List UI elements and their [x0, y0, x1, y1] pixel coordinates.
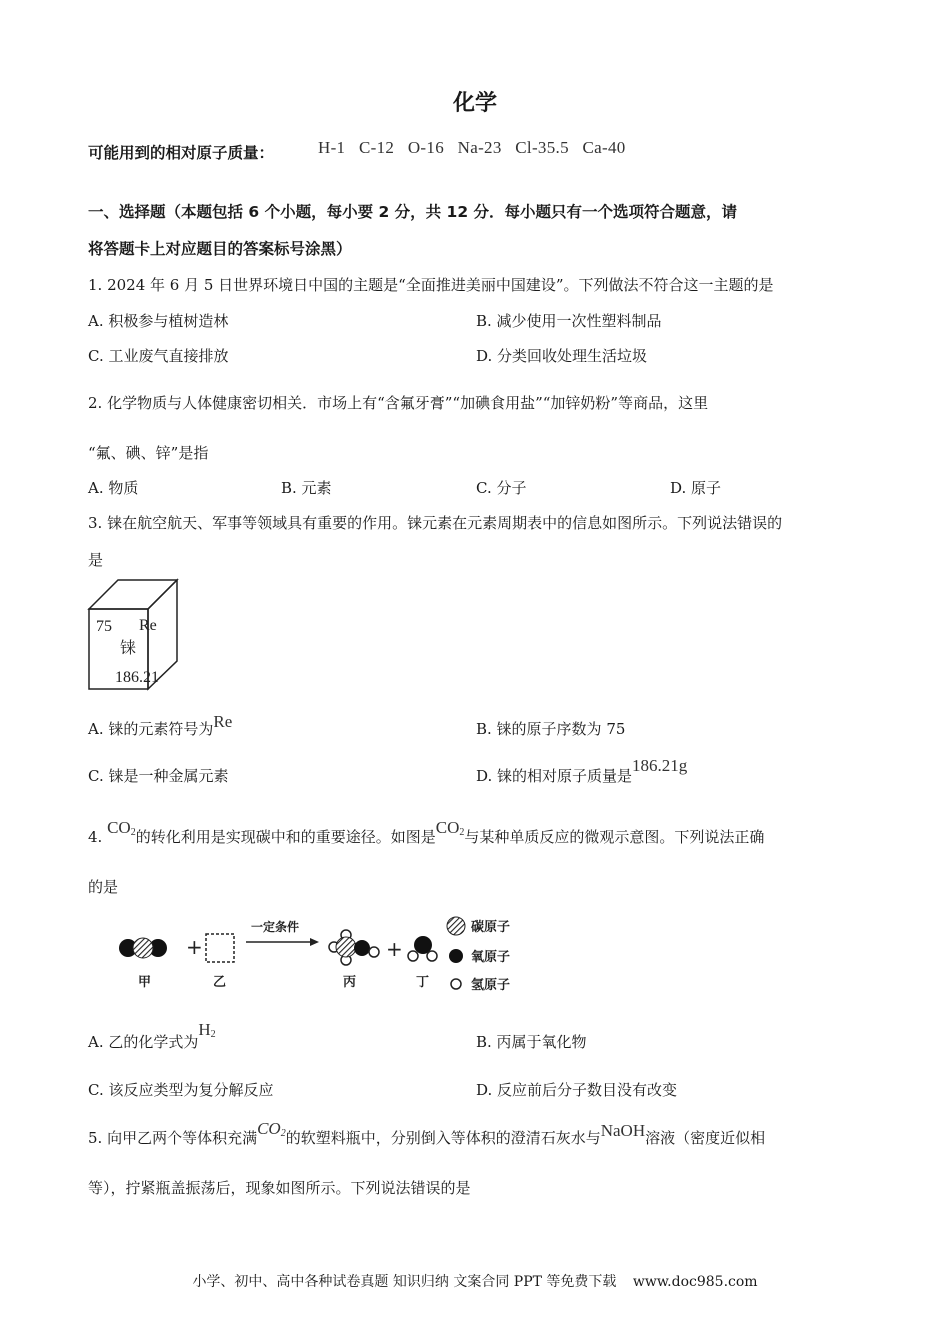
- element-symbol: Re: [139, 617, 157, 634]
- reaction-diagram: [110, 910, 530, 995]
- q2-option-c: C. 分子: [476, 479, 527, 497]
- element-mass: 186.21: [115, 669, 159, 686]
- footer-url[interactable]: www.doc985.com: [632, 1274, 758, 1290]
- q3-stem-line2: 是: [88, 551, 104, 569]
- reaction-condition: 一定条件: [251, 920, 300, 934]
- section-heading-line1: 一、选择题（本题包括 6 个小题，每小要 2 分，共 12 分．每小题只有一个选项符合题意，请: [88, 203, 738, 221]
- q4-stem-mid2: 与某种单质反应的微观示意图。下列说法正确: [464, 828, 765, 846]
- q5-co2: $CO_2$: [257, 1119, 286, 1139]
- product-bing-molecule: [329, 930, 379, 965]
- page-footer: [0, 1271, 950, 1291]
- q4-option-a-formula: $H_2$: [198, 1020, 216, 1040]
- mass-h: H-1: [318, 138, 346, 157]
- q1-option-b: B. 减少使用一次性塑料制品: [476, 312, 662, 330]
- legend-hydrogen-label: 氢原子: [471, 978, 511, 993]
- mass-o: O-16: [407, 138, 444, 157]
- q4-option-d: D. 反应前后分子数目没有改变: [476, 1081, 678, 1099]
- mass-cl: Cl-35.5: [515, 138, 569, 157]
- cube-top-face: [89, 580, 177, 609]
- reactant-jia-co2-molecule: [119, 938, 167, 958]
- label-ding: 丁: [416, 975, 430, 990]
- legend-hydrogen-marker: [451, 979, 461, 989]
- q2-stem-line1: 2. 化学物质与人体健康密切相关．市场上有“含氟牙膏”“加碘食用盐”“加锌奶粉”等商品，这里: [88, 394, 709, 412]
- q3-option-c: C. 铼是一种金属元素: [88, 767, 229, 785]
- legend-carbon-marker: [447, 917, 465, 935]
- q4-co2-b: $CO_2$: [435, 818, 465, 838]
- section-heading-line2: 将答题卡上对应题目的答案标号涂黑）: [88, 240, 352, 258]
- product-ding-water-molecule: [408, 936, 437, 961]
- q1-option-a: A. 积极参与植树造林: [88, 312, 229, 330]
- mass-c: C-12: [359, 138, 395, 157]
- q1-option-d: D. 分类回收处理生活垃圾: [476, 347, 648, 365]
- q4-number: 4.: [88, 828, 103, 846]
- q4-stem-line1: [88, 818, 765, 847]
- q3-option-b: B. 铼的原子序数为 75: [476, 720, 626, 738]
- element-name: 铼: [120, 638, 137, 657]
- q5-naoh: NaOH: [600, 1121, 646, 1140]
- q3-option-d-text: D. 铼的相对原子质量是: [476, 767, 633, 785]
- plus-sign-1: +: [186, 935, 203, 959]
- legend-oxygen-label: 氧原子: [471, 950, 511, 965]
- q3-option-a: [88, 712, 233, 739]
- q5-stem-b: 的软塑料瓶中，分别倒入等体积的澄清石灰水与: [285, 1129, 601, 1147]
- q5-stem-c: 溶液（密度近似相: [645, 1129, 766, 1147]
- q5-stem-line1: [88, 1119, 766, 1148]
- q4-option-a-text: A. 乙的化学式为: [88, 1033, 199, 1051]
- q4-option-a: [88, 1020, 216, 1052]
- q3-option-d-value: 186.21g: [632, 756, 688, 775]
- label-yi: 乙: [213, 975, 227, 990]
- atomic-mass-label: 可能用到的相对原子质量：: [88, 144, 275, 162]
- legend-oxygen-marker: [449, 949, 463, 963]
- reactant-yi-unknown-box: [206, 934, 234, 962]
- q2-option-b: B. 元素: [281, 479, 332, 497]
- q4-stem-mid1: 的转化利用是实现碳中和的重要途径。如图是: [135, 828, 436, 846]
- element-cell-figure: [86, 577, 182, 693]
- label-bing: 丙: [343, 975, 357, 990]
- element-number: 75: [96, 618, 112, 635]
- label-jia: 甲: [138, 975, 152, 990]
- q3-option-d: [476, 756, 688, 786]
- q4-option-c: C. 该反应类型为复分解反应: [88, 1081, 274, 1099]
- q1-stem: 1. 2024 年 6 月 5 日世界环境日中国的主题是“全面推进美丽中国建设”。下列做法不符合这一主题的是: [88, 276, 774, 294]
- q5-stem-line2: 等），拧紧瓶盖振荡后，现象如图所示。下列说法错误的是: [88, 1179, 471, 1197]
- q2-option-d: D. 原子: [670, 479, 722, 497]
- plus-sign-2: +: [386, 937, 403, 961]
- footer-text: 小学、初中、高中各种试卷真题 知识归纳 文案合同 PPT 等免费下载: [192, 1274, 617, 1290]
- q3-option-a-text: A. 铼的元素符号为: [88, 720, 214, 738]
- q3-stem-line1: 3. 铼在航空航天、军事等领域具有重要的作用。铼元素在元素周期表中的信息如图所示。下列说法错误的: [88, 514, 783, 532]
- q2-option-a: A. 物质: [88, 479, 139, 497]
- page-title: 化学: [452, 91, 497, 116]
- q1-option-c: C. 工业废气直接排放: [88, 347, 229, 365]
- atomic-masses: [88, 141, 274, 163]
- mass-ca: Ca-40: [582, 138, 626, 157]
- q2-stem-line2: “氟、碘、锌”是指: [88, 444, 209, 462]
- q3-option-a-symbol: Re: [213, 712, 233, 731]
- q4-option-b: B. 丙属于氧化物: [476, 1033, 587, 1051]
- atomic-mass-list: [318, 138, 626, 158]
- legend: [447, 917, 510, 993]
- legend-carbon-label: 碳原子: [471, 920, 511, 935]
- q4-co2-a: $CO_2$: [107, 818, 136, 838]
- q5-stem-a: 5. 向甲乙两个等体积充满: [88, 1129, 258, 1147]
- mass-na: Na-23: [457, 138, 502, 157]
- q4-stem-line2: 的是: [88, 878, 119, 896]
